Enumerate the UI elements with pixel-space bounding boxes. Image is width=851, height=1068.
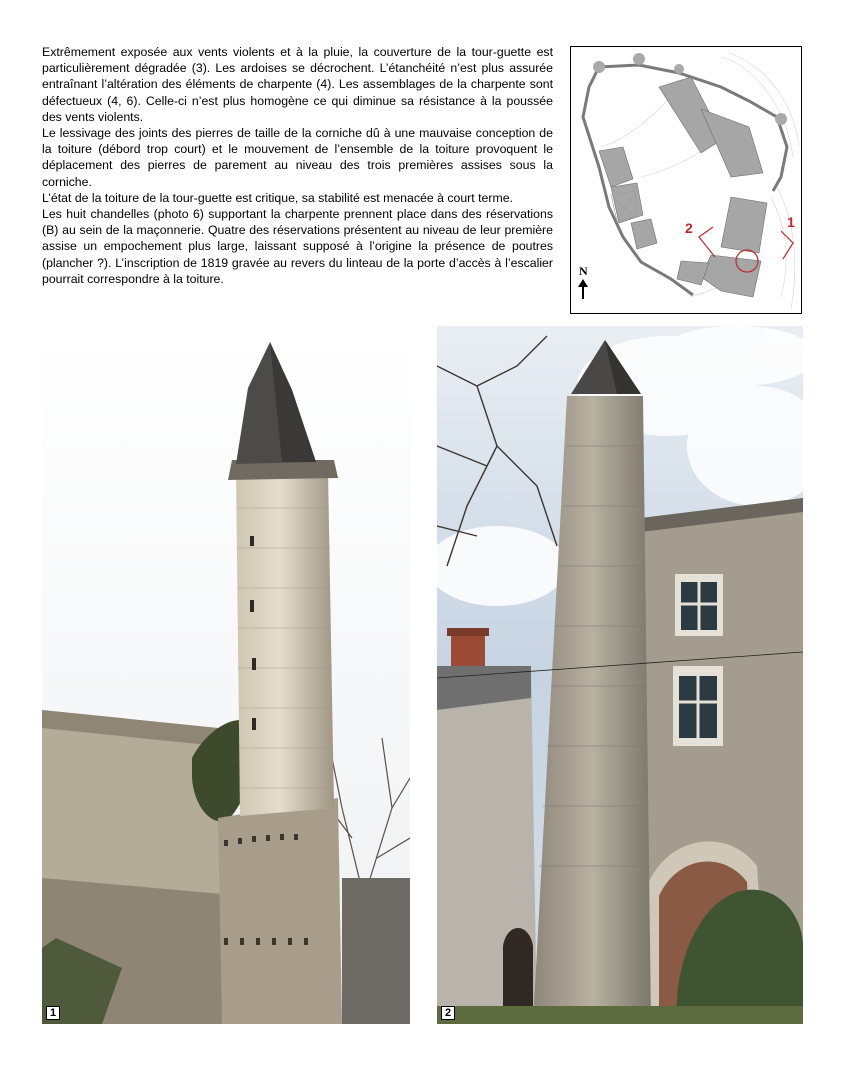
paragraph-chandelles: Les huit chandelles (photo 6) supportant la charpente prennent place dans des réservations (B) au sein de la maçonnerie. Quatre des réservations présentent au niveau de leur première assise un empochement plus large, laissant supposé à l’origine la présence de poutres (plancher ?). L’inscription de 1819 gravée au revers du linteau de la porte d’accès à l’escalier pourrait correspondre à la toiture. xyxy=(42,207,553,286)
photo-2 xyxy=(437,326,803,1024)
north-arrow-icon xyxy=(578,264,588,299)
paragraph-roof-condition: Extrêmement exposée aux vents violents et à la pluie, la couverture de la tour-guette est particulièrement dégradée (3). Les ardoises se décrochent. L’étanchéité n’est plus assurée entraînant l’altération des éléments de charpente (4). Les assemblages de la charpente sont défectueux (4, 6). Celle-ci n’est plus homogène ce qui diminue sa résistance à la poussée des vents violents. xyxy=(42,45,553,124)
site-plan-drawing xyxy=(571,47,801,313)
buildings xyxy=(599,77,767,297)
site-plan xyxy=(570,46,802,314)
photo-2-image xyxy=(437,326,803,1024)
body-text xyxy=(42,44,553,287)
paragraph-stability: L’état de la toiture de la tour-guette est critique, sa stabilité est menacée à court terme. xyxy=(42,190,513,205)
viewpoint-2-label: 2 xyxy=(685,220,693,236)
photo-2-label: 2 xyxy=(441,1006,455,1020)
photo-1 xyxy=(42,338,410,1024)
north-label: N xyxy=(579,264,588,278)
viewpoint-2-marker xyxy=(685,220,715,257)
photo-1-label: 1 xyxy=(46,1006,60,1020)
paragraph-cornice: Le lessivage des joints des pierres de taille de la corniche dû à une mauvaise conception de la toiture (débord trop court) et le mouvement de l’ensemble de la toiture provoquent le déplacement des pierres de parement au niveau des trois premières assises sous la corniche. xyxy=(42,126,553,189)
viewpoint-1-label: 1 xyxy=(787,214,795,230)
photo-1-image xyxy=(42,338,410,1024)
